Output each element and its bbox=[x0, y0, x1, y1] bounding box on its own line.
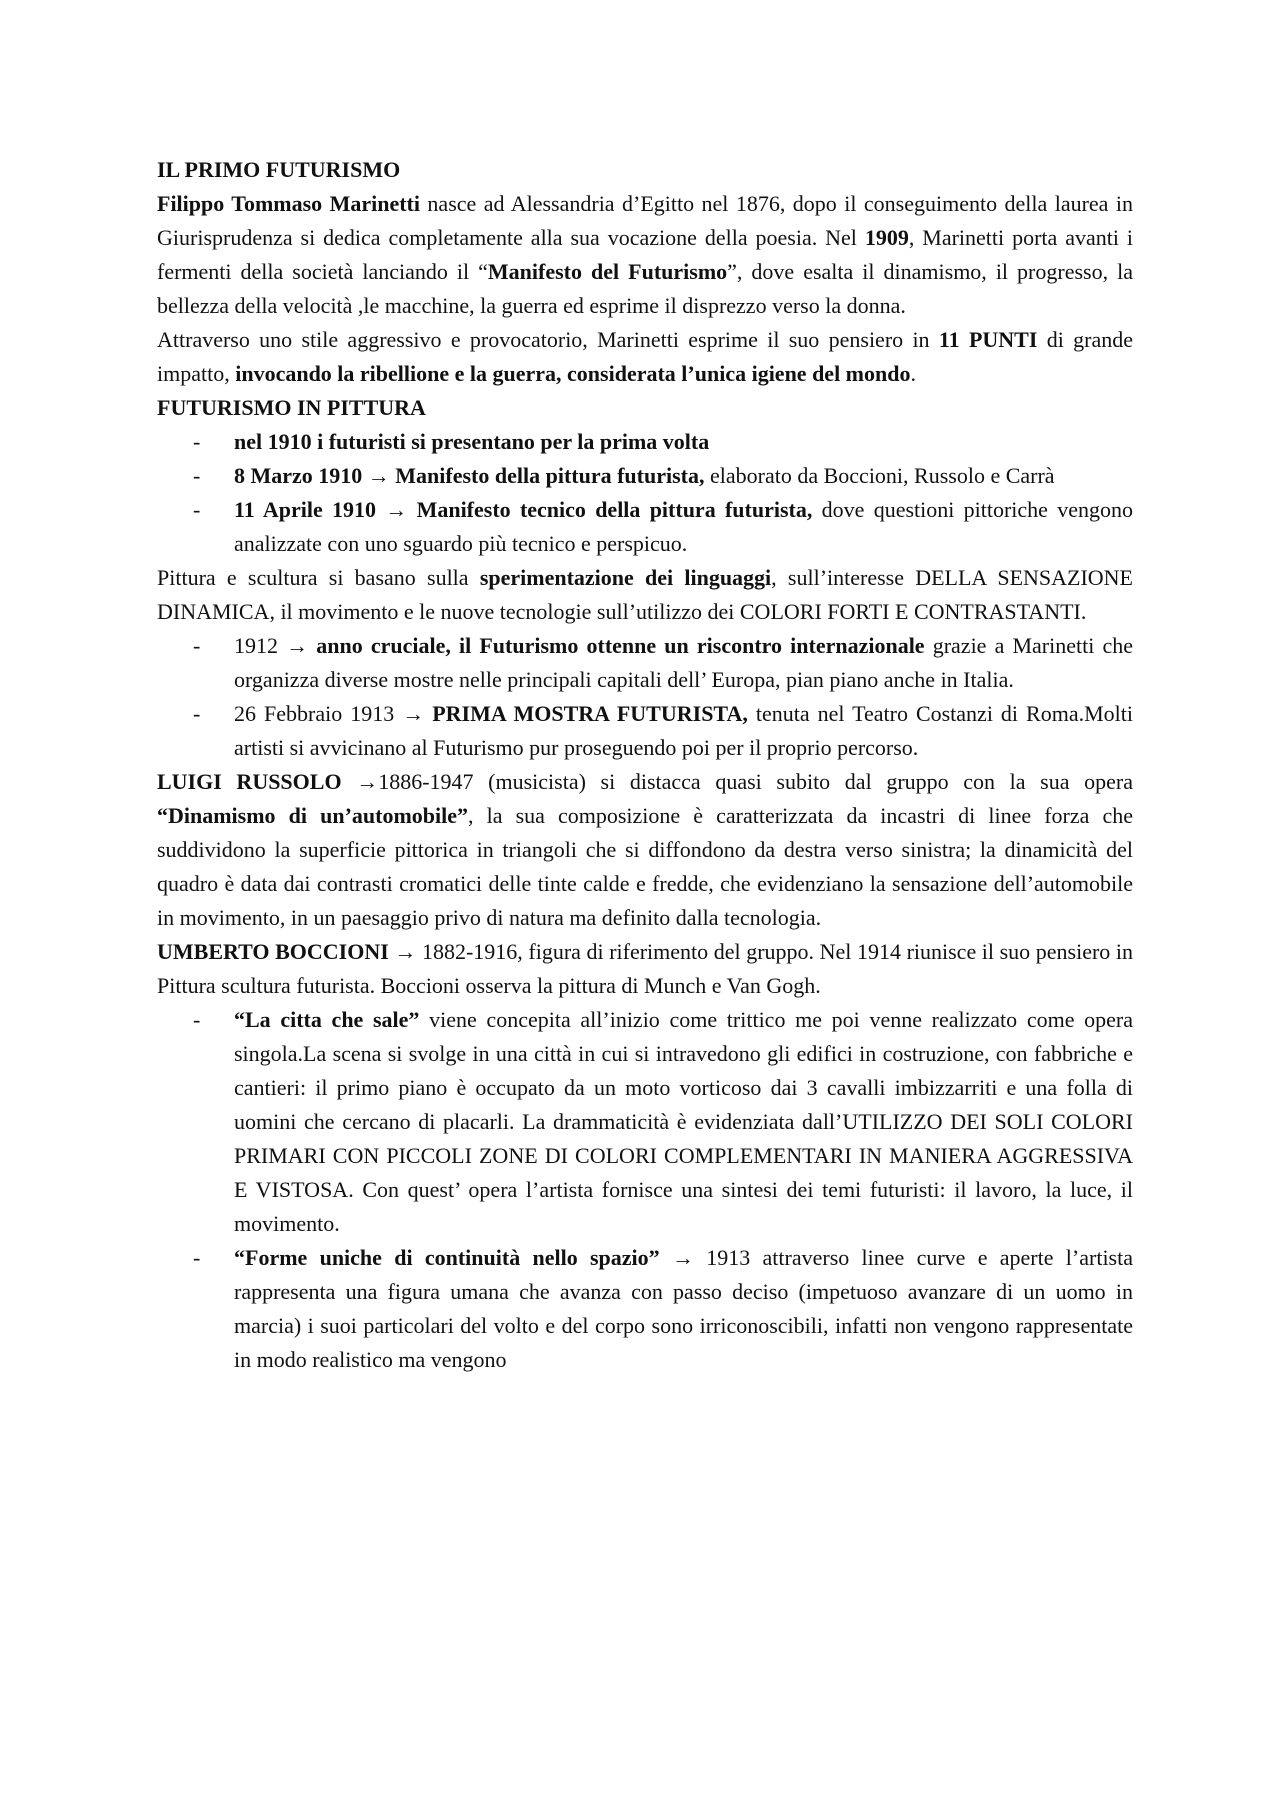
section-heading-primo-futurismo: IL PRIMO FUTURISMO bbox=[157, 157, 401, 182]
text-run: dove questioni pittoriche vengono analizzate con uno sguardo più tecnico e perspicuo. bbox=[234, 497, 1133, 556]
paragraph-stile bbox=[157, 323, 1133, 391]
bold-text: invocando la ribellione e la guerra, considerata l’unica igiene del mondo bbox=[235, 361, 911, 386]
bold-text: 11 Aprile 1910 → Manifesto tecnico della pittura futurista, bbox=[234, 497, 813, 522]
text-run: . bbox=[910, 361, 916, 386]
bold-text: Filippo Tommaso Marinetti bbox=[157, 191, 420, 216]
list-item bbox=[157, 493, 1133, 561]
bullet-marker: - bbox=[193, 1007, 201, 1032]
paragraph-boccioni bbox=[157, 935, 1133, 1003]
bold-text: LUIGI RUSSOLO bbox=[157, 769, 342, 794]
bullet-marker: - bbox=[193, 1245, 201, 1270]
text-run: 1912 → bbox=[234, 633, 317, 658]
text-run: , sull’interesse DELLA SENSAZIONE DINAMICA, il movimento e le nuove tecnologie sull’utilizzo dei COLORI FORTI E CONTRASTANTI. bbox=[157, 565, 1133, 624]
bold-text: anno cruciale, il Futurismo ottenne un riscontro internazionale bbox=[316, 633, 925, 658]
text-run: , Marinetti porta avanti i fermenti della società lanciando il “ bbox=[157, 225, 1133, 284]
list-item bbox=[157, 1241, 1133, 1377]
list-item bbox=[157, 697, 1133, 765]
text-run: Pittura e scultura si basano sulla bbox=[157, 565, 480, 590]
bullet-list-pittura bbox=[157, 425, 1133, 561]
text-run: → 1882-1916, figura di riferimento del gruppo. Nel 1914 riunisce il suo pensiero in Pittura scultura futurista. Boccioni osserva la pittura di Munch e Van Gogh. bbox=[157, 939, 1133, 998]
text-run: tenuta nel Teatro Costanzi di Roma.Molti artisti si avvicinano al Futurismo pur proseguendo poi per il proprio percorso. bbox=[234, 701, 1133, 760]
list-item bbox=[157, 459, 1133, 493]
bold-text: 1909 bbox=[864, 225, 909, 250]
bullet-marker: - bbox=[193, 633, 201, 658]
list-item bbox=[157, 425, 1133, 459]
text-run: Attraverso uno stile aggressivo e provocatorio, Marinetti esprime il suo pensiero in bbox=[157, 327, 939, 352]
bullet-marker: - bbox=[193, 701, 201, 726]
text-run: viene concepita all’inizio come trittico me poi venne realizzato come opera singola.La scena si svolge in una città in cui si intravedono gli edifici in costruzione, con fabbriche e cantieri: il primo piano è occupato da un moto vorticoso dai 3 cavalli imbizzarriti e una folla di uomini che cercano di placarli. La drammaticità è evidenziata dall’UTILIZZO DEI SOLI COLORI PRIMARI CON PICCOLI ZONE DI COLORI COMPLEMENTARI IN MANIERA AGGRESSIVA E VISTOSA. Con quest’ opera l’artista fornisce una sintesi dei temi futuristi: il lavoro, la luce, il movimento. bbox=[234, 1007, 1134, 1236]
bullet-list-mostre bbox=[157, 629, 1133, 765]
text-run: elaborato da Boccioni, Russolo e Carrà bbox=[704, 463, 1055, 488]
text-run: ”, dove esalta il dinamismo, il progresso, la bellezza della velocità ,le macchine, la guerra ed esprime il disprezzo verso la donna. bbox=[157, 259, 1133, 318]
text-run: nasce ad Alessandria d’Egitto nel 1876, dopo il conseguimento della laurea in Giurisprudenza si dedica completamente alla sua vocazione della poesia. Nel bbox=[157, 191, 1133, 250]
bold-text: PRIMA MOSTRA FUTURISTA, bbox=[432, 701, 748, 726]
paragraph-pittura-scultura bbox=[157, 561, 1133, 629]
bold-text: 8 Marzo 1910 → Manifesto della pittura futurista, bbox=[234, 463, 705, 488]
bold-text: nel 1910 i futuristi si presentano per la prima volta bbox=[234, 429, 710, 454]
bold-text: “Forme uniche di continuità nello spazio” bbox=[234, 1245, 660, 1270]
bullet-marker: - bbox=[193, 463, 201, 488]
text-run: di grande impatto, bbox=[157, 327, 1133, 386]
list-item bbox=[157, 629, 1133, 697]
text-run: →1886-1947 (musicista) si distacca quasi subito dal gruppo con la sua opera bbox=[341, 769, 1133, 794]
text-run: → 1913 attraverso linee curve e aperte l’artista rappresenta una figura umana che avanza con passo deciso (impetuoso avanzare di un uomo in marcia) i suoi particolari del volto e del corpo sono irriconoscibili, infatti non vengono rappresentate in modo realistico ma vengono bbox=[234, 1245, 1133, 1372]
bold-text: 11 PUNTI bbox=[938, 327, 1038, 352]
text-run: grazie a Marinetti che organizza diverse mostre nelle principali capitali dell’ Europa, pian piano anche in Italia. bbox=[234, 633, 1133, 692]
bullet-marker: - bbox=[193, 497, 201, 522]
paragraph-russolo bbox=[157, 765, 1133, 935]
text-run: , la sua composizione è caratterizzata da incastri di linee forza che suddividono la superficie pittorica in triangoli che si diffondono da destra verso sinistra; la dinamicità del quadro è data dai contrasti cromatici delle tinte calde e fredde, che evidenziano la sensazione dell’automobile in movimento, in un paesaggio privo di natura ma definito dalla tecnologia. bbox=[157, 803, 1133, 930]
text-run: 26 Febbraio 1913 → bbox=[234, 701, 433, 726]
paragraph-marinetti bbox=[157, 187, 1133, 323]
list-item bbox=[157, 1003, 1133, 1241]
document-body bbox=[157, 153, 1133, 1377]
bullet-list-boccioni bbox=[157, 1003, 1133, 1377]
bold-text: sperimentazione dei linguaggi bbox=[479, 565, 772, 590]
bold-text: “La citta che sale” bbox=[234, 1007, 420, 1032]
bold-text: “Dinamismo di un’automobile” bbox=[157, 803, 469, 828]
bold-text: UMBERTO BOCCIONI bbox=[157, 939, 389, 964]
section-heading-futurismo-pittura: FUTURISMO IN PITTURA bbox=[157, 395, 426, 420]
bold-text: Manifesto del Futurismo bbox=[487, 259, 728, 284]
bullet-marker: - bbox=[193, 429, 201, 454]
